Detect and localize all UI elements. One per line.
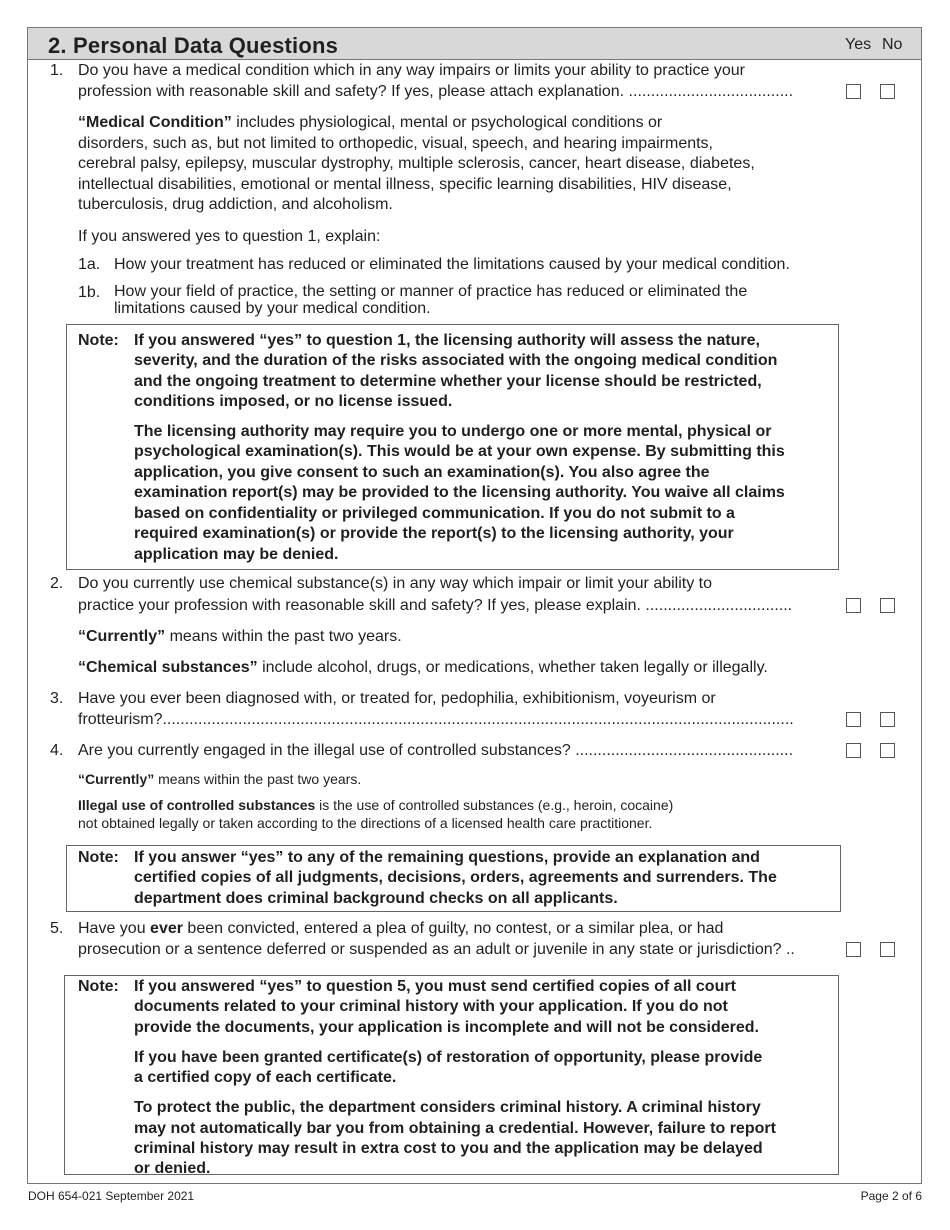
question-4-no-checkbox[interactable] [880,743,895,758]
note-1-p2-line-1: The licensing authority may require you to undergo one or more mental, physical or [134,423,772,440]
question-1-line-2: profession with reasonable skill and safety? If yes, please attach explanation. ..................................... [78,83,794,100]
medical-condition-definition-line-4: intellectual disabilities, emotional or mental illness, specific learning disabilities, HIV disease, [78,176,732,193]
illegal-use-term: Illegal use of controlled substances [78,797,316,813]
currently-term: “Currently” [78,628,166,645]
note-1-label: Note: [78,332,119,349]
question-3-no-checkbox[interactable] [880,712,895,727]
explain-intro: If you answered yes to question 1, explain: [78,228,381,245]
question-1-number: 1. [50,62,64,79]
note-1-p1-line-3: and the ongoing treatment to determine whether your license should be restricted, [134,373,762,390]
note-3-p1-line-3: provide the documents, your application is incomplete and will not be considered. [134,1019,759,1036]
question-1-no-checkbox[interactable] [880,84,895,99]
question-2-line-2: practice your profession with reasonable skill and safety? If yes, please explain. ................................. [78,597,793,614]
note-1-p1-line-1: If you answered “yes” to question 1, the licensing authority will assess the nature, [134,332,760,349]
sub-question-1b-line-1: How your field of practice, the setting or manner of practice has reduced or eliminated the [114,283,748,300]
note-3-p3-line-3: criminal history may result in extra cost to you and the application may be delayed [134,1140,763,1157]
note-3-p3-line-4: or denied. [134,1160,211,1177]
note-1-p2-line-7: application may be denied. [134,546,339,563]
question-5-line-2: prosecution or a sentence deferred or suspended as an adult or juvenile in any state or jurisdiction? .. [78,941,795,958]
question-2-line-1: Do you currently use chemical substance(s) in any way which impair or limit your ability to [78,575,713,592]
question-3-line-2: frotteurism?.............................................................................................................................................. [78,711,794,728]
chemical-substances-term: “Chemical substances” [78,659,258,676]
question-4-line-1: Are you currently engaged in the illegal use of controlled substances? ................................................. [78,742,794,759]
question-5-line-1: Have you ever been convicted, entered a plea of guilty, no contest, or a similar plea, or had [78,920,724,937]
note-3-p2-line-2: a certified copy of each certificate. [134,1069,397,1086]
chemical-substances-definition: “Chemical substances” include alcohol, drugs, or medications, whether taken legally or illegally. [78,659,768,676]
question-2-yes-checkbox[interactable] [846,598,861,613]
question-3-line-1: Have you ever been diagnosed with, or treated for, pedophilia, exhibitionism, voyeurism or [78,690,716,707]
note-1-p2-line-3: application, you give consent to such an examination(s). You also agree the [134,464,710,481]
sub-question-1a-label: 1a. [78,256,101,273]
no-column-label: No [882,36,903,53]
yes-column-label: Yes [845,36,872,53]
question-5-no-checkbox[interactable] [880,942,895,957]
question-4-yes-checkbox[interactable] [846,743,861,758]
note-1-p2-line-5: based on confidentiality or privileged communication. If you do not submit to a [134,505,735,522]
note-1-p2-line-2: psychological examination(s). This would be at your own expense. By submitting this [134,443,785,460]
currently-definition-q2: “Currently” means within the past two years. [78,628,402,645]
medical-condition-definition-line-5: tuberculosis, drug addiction, and alcoholism. [78,196,393,213]
question-5-ever: ever [150,920,183,937]
section-title: 2. Personal Data Questions [48,33,339,58]
note-1-p1-line-2: severity, and the duration of the risks associated with the ongoing medical condition [134,352,778,369]
medical-condition-definition-line-2: disorders, such as, but not limited to orthopedic, visual, speech, and hearing impairments, [78,135,713,152]
question-5-number: 5. [50,920,64,937]
note-1-p2-line-4: examination report(s) may be provided to the licensing authority. You waive all claims [134,484,785,501]
page-number: Page 2 of 6 [860,1189,922,1203]
note-3-p1-line-1: If you answered “yes” to question 5, you must send certified copies of all court [134,978,736,995]
question-1-line-1: Do you have a medical condition which in any way impairs or limits your ability to practice your [78,62,745,79]
medical-condition-term: “Medical Condition” [78,114,232,131]
sub-question-1b-line-2: limitations caused by your medical condition. [114,300,431,317]
medical-condition-definition-line-3: cerebral palsy, epilepsy, muscular dystrophy, multiple sclerosis, cancer, heart disease, diabetes, [78,155,755,172]
medical-condition-definition-line-1: “Medical Condition” includes physiological, mental or psychological conditions or [78,114,663,131]
note-2-line-1: If you answer “yes” to any of the remaining questions, provide an explanation and [134,849,760,866]
illegal-use-definition-line-2: not obtained legally or taken according to the directions of a licensed health care practitioner. [78,815,653,831]
note-1-p1-line-4: conditions imposed, or no license issued. [134,393,453,410]
note-3-label: Note: [78,978,119,995]
note-3-p3-line-1: To protect the public, the department considers criminal history. A criminal history [134,1099,761,1116]
question-2-no-checkbox[interactable] [880,598,895,613]
note-1-p2-line-6: required examination(s) or provide the report(s) to the licensing authority, your [134,525,734,542]
note-2-line-2: certified copies of all judgments, decisions, orders, agreements and surrenders. The [134,869,777,886]
illegal-use-definition-line-1: Illegal use of controlled substances is the use of controlled substances (e.g., heroin, cocaine) [78,797,674,813]
note-2-line-3: department does criminal background checks on all applicants. [134,890,618,907]
question-4-number: 4. [50,742,64,759]
note-3-p2-line-1: If you have been granted certificate(s) of restoration of opportunity, please provide [134,1049,763,1066]
note-2-label: Note: [78,849,119,866]
form-id: DOH 654-021 September 2021 [28,1189,195,1203]
question-3-number: 3. [50,690,64,707]
note-3-p1-line-2: documents related to your criminal history with your application. If you do not [134,998,728,1015]
note-3-p3-line-2: may not automatically bar you from obtaining a credential. However, failure to report [134,1120,776,1137]
question-2-number: 2. [50,575,64,592]
sub-question-1b-label: 1b. [78,284,101,301]
currently-definition-q4: “Currently” means within the past two years. [78,771,362,787]
question-3-yes-checkbox[interactable] [846,712,861,727]
sub-question-1a-text: How your treatment has reduced or eliminated the limitations caused by your medical condition. [114,256,790,273]
question-1-yes-checkbox[interactable] [846,84,861,99]
question-5-yes-checkbox[interactable] [846,942,861,957]
